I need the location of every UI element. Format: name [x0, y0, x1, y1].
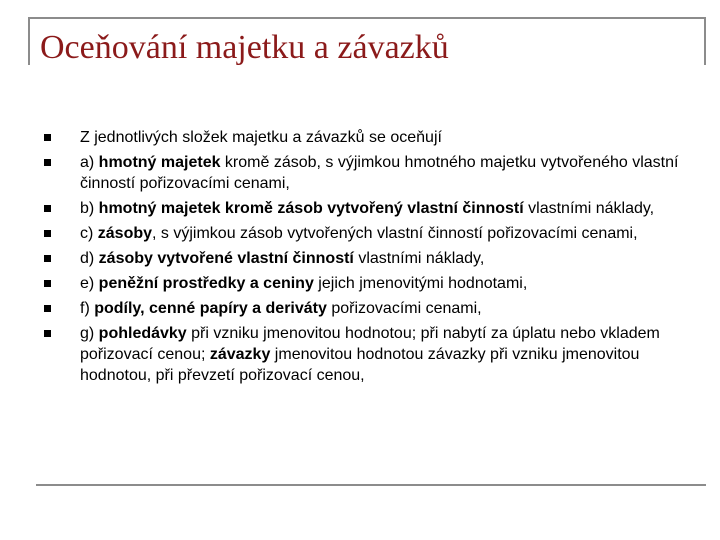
- list-item: [44, 127, 684, 148]
- list-item: [44, 198, 684, 219]
- square-bullet-icon: [44, 134, 51, 141]
- item-text: e): [80, 275, 99, 292]
- item-text: vlastními náklady,: [353, 250, 485, 267]
- item-text: pořizovacími cenami,: [326, 300, 482, 317]
- square-bullet-icon: [44, 280, 51, 287]
- bullet-list: [44, 127, 684, 386]
- title-frame-left-line: [28, 17, 30, 65]
- list-item: [44, 273, 684, 294]
- item-text: Z jednotlivých složek majetku a závazků se oceňují: [80, 129, 442, 146]
- title-frame-right-line: [704, 17, 706, 65]
- item-text: d): [80, 250, 99, 267]
- slide-title: Oceňování majetku a závazků: [40, 29, 449, 66]
- item-text: a): [80, 154, 99, 171]
- item-text-bold: peněžní prostředky a ceniny: [98, 275, 314, 292]
- item-text: jejich jmenovitými hodnotami,: [313, 275, 528, 292]
- item-text: c): [80, 225, 98, 242]
- item-text-bold: zásoby vytvořené vlastní činností: [98, 250, 354, 267]
- square-bullet-icon: [44, 330, 51, 337]
- square-bullet-icon: [44, 305, 51, 312]
- square-bullet-icon: [44, 230, 51, 237]
- list-item: [44, 323, 684, 386]
- item-text: b): [80, 200, 99, 217]
- item-text: , s výjimkou zásob vytvořených vlastní činností pořizovacími cenami,: [152, 225, 638, 242]
- item-text: f): [80, 300, 95, 317]
- title-frame-top-line: [28, 17, 706, 19]
- item-text: při vzniku jmenovitou hodnotou; při nabytí za úplatu nebo vkladem pořizovací cenou;: [80, 325, 660, 363]
- item-text-bold: zásoby: [97, 225, 153, 242]
- item-text: kromě zásob, s výjimkou hmotného majetku vytvořeného vlastní činností pořizovacími cenami,: [80, 154, 679, 192]
- square-bullet-icon: [44, 205, 51, 212]
- square-bullet-icon: [44, 255, 51, 262]
- list-item: [44, 152, 684, 194]
- list-item: [44, 298, 684, 319]
- item-text-bold: hmotný majetek: [98, 154, 221, 171]
- bottom-divider: [36, 484, 706, 486]
- item-text-bold: hmotný majetek kromě zásob vytvořený vlastní činností: [98, 200, 524, 217]
- item-text-bold: podíly, cenné papíry a deriváty: [94, 300, 327, 317]
- square-bullet-icon: [44, 159, 51, 166]
- item-text-bold: pohledávky: [98, 325, 187, 342]
- item-text: vlastními náklady,: [523, 200, 655, 217]
- list-item: [44, 223, 684, 244]
- item-text: g): [80, 325, 99, 342]
- list-item: [44, 248, 684, 269]
- item-text-bold: závazky: [209, 346, 271, 363]
- item-text: jmenovitou hodnotou závazky při vzniku jmenovitou hodnotou, při převzetí pořizovací cenou,: [80, 346, 640, 384]
